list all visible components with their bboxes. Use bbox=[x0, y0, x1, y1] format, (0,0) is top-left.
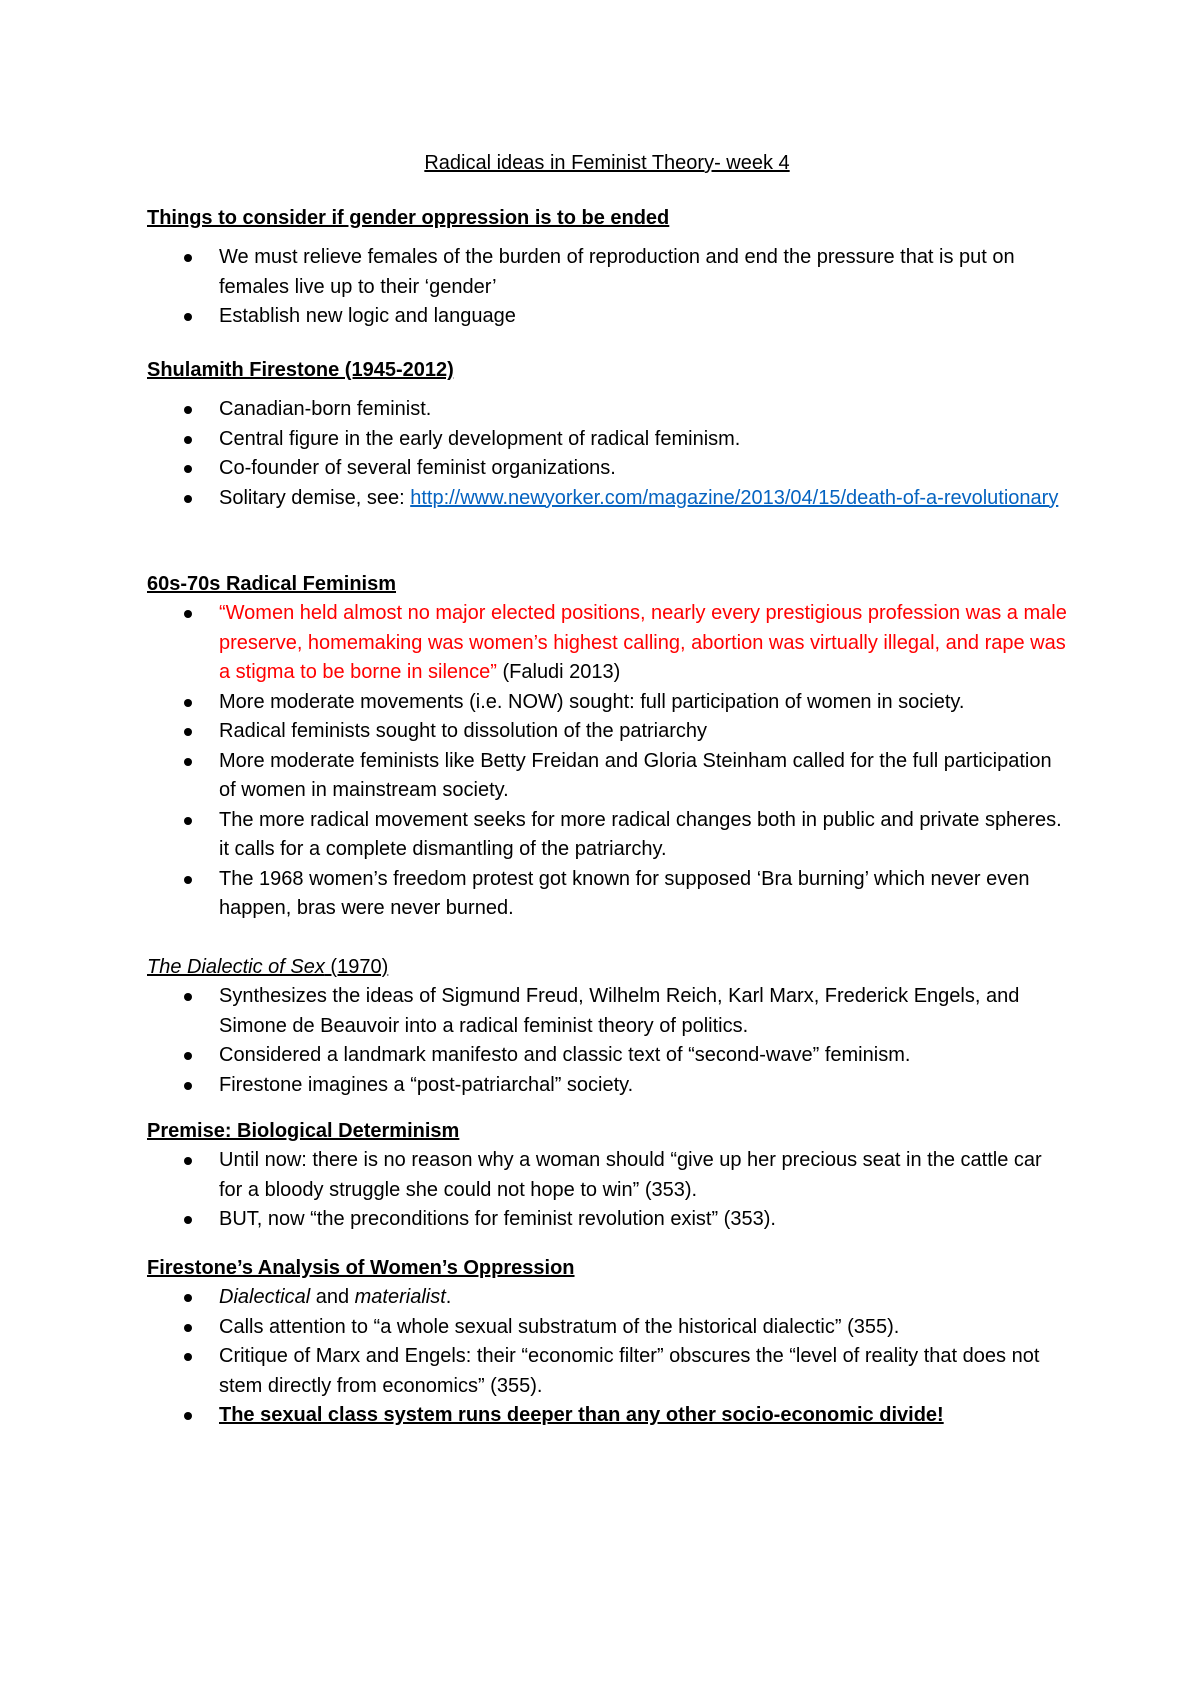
document-page bbox=[147, 0, 1067, 1698]
dialectic-list bbox=[147, 982, 1067, 1100]
list-item: Synthesizes the ideas of Sigmund Freud, Wilhelm Reich, Karl Marx, Frederick Engels, and Simone de Beauvoir into a radical feminist theory of politics. bbox=[147, 982, 1067, 1041]
list-item bbox=[147, 1401, 1067, 1431]
list-item: The 1968 women’s freedom protest got known for supposed ‘Bra burning’ which never even happen, bras were never burned. bbox=[147, 865, 1067, 924]
analysis-list bbox=[147, 1283, 1067, 1431]
bullet-icon bbox=[184, 1157, 192, 1165]
list-item: Establish new logic and language bbox=[147, 302, 1067, 332]
bullet-icon bbox=[184, 1412, 192, 1420]
document-title: Radical ideas in Feminist Theory- week 4 bbox=[424, 152, 790, 174]
bullet-icon bbox=[184, 610, 192, 618]
book-title: The Dialectic of Sex bbox=[147, 956, 325, 978]
list-item: Co-founder of several feminist organizations. bbox=[147, 454, 1067, 484]
firestone-list bbox=[147, 395, 1067, 513]
section-heading-firestone: Shulamith Firestone (1945-2012) bbox=[147, 359, 454, 381]
bullet-icon bbox=[184, 1216, 192, 1224]
bullet-icon bbox=[184, 699, 192, 707]
section-heading-analysis: Firestone’s Analysis of Women’s Oppression bbox=[147, 1257, 575, 1279]
list-item: More moderate movements (i.e. NOW) sought: full participation of women in society. bbox=[147, 688, 1067, 718]
list-item: “Women held almost no major elected positions, nearly every prestigious profession was a male preserve, homemaking was women’s highest calling, abortion was virtually illegal, and rape was a stigma to be borne in silence” (Faludi 2013) bbox=[147, 599, 1067, 688]
bullet-icon bbox=[184, 876, 192, 884]
bullet-icon bbox=[184, 406, 192, 414]
bullet-icon bbox=[184, 1353, 192, 1361]
section-heading-premise: Premise: Biological Determinism bbox=[147, 1120, 460, 1142]
bullet-icon bbox=[184, 465, 192, 473]
section-heading-sixties: 60s-70s Radical Feminism bbox=[147, 573, 397, 595]
list-item: The more radical movement seeks for more radical changes both in public and private spheres. it calls for a complete dismantling of the patriarchy. bbox=[147, 806, 1067, 865]
list-item: More moderate feminists like Betty Freidan and Gloria Steinham called for the full participation of women in mainstream society. bbox=[147, 747, 1067, 806]
list-item: Central figure in the early development of radical feminism. bbox=[147, 425, 1067, 455]
section-heading-dialectic: The Dialectic of Sex (1970) bbox=[147, 956, 389, 978]
bullet-icon bbox=[184, 313, 192, 321]
bullet-icon bbox=[184, 495, 192, 503]
premise-list bbox=[147, 1146, 1067, 1235]
bullet-icon bbox=[184, 817, 192, 825]
emphasis-statement: The sexual class system runs deeper than any other socio-economic divide! bbox=[219, 1404, 944, 1426]
list-item: Dialectical and materialist. bbox=[147, 1283, 1067, 1313]
list-item: Critique of Marx and Engels: their “economic filter” obscures the “level of reality that does not stem directly from economics” (355). bbox=[147, 1342, 1067, 1401]
section-heading-consider: Things to consider if gender oppression is to be ended bbox=[147, 207, 670, 229]
list-item: Calls attention to “a whole sexual substratum of the historical dialectic” (355). bbox=[147, 1313, 1067, 1343]
bullet-icon bbox=[184, 758, 192, 766]
bullet-icon bbox=[184, 1324, 192, 1332]
list-item: We must relieve females of the burden of reproduction and end the pressure that is put on females live up to their ‘gender’ bbox=[147, 243, 1067, 302]
list-item: Radical feminists sought to dissolution of the patriarchy bbox=[147, 717, 1067, 747]
bullet-icon bbox=[184, 1052, 192, 1060]
bullet-icon bbox=[184, 1294, 192, 1302]
bullet-icon bbox=[184, 993, 192, 1001]
list-item: BUT, now “the preconditions for feminist revolution exist” (353). bbox=[147, 1205, 1067, 1235]
bullet-icon bbox=[184, 728, 192, 736]
sixties-list bbox=[147, 599, 1067, 924]
list-item: Solitary demise, see: http://www.newyorker.com/magazine/2013/04/15/death-of-a-revolutionary bbox=[147, 484, 1067, 514]
consider-list bbox=[147, 243, 1067, 332]
list-item: Until now: there is no reason why a woman should “give up her precious seat in the cattle car for a bloody struggle she could not hope to win” (353). bbox=[147, 1146, 1067, 1205]
list-item: Firestone imagines a “post-patriarchal” society. bbox=[147, 1071, 1067, 1101]
newyorker-link[interactable]: http://www.newyorker.com/magazine/2013/04/15/death-of-a-revolutionary bbox=[410, 486, 1059, 509]
faludi-quote: “Women held almost no major elected positions, nearly every prestigious profession was a male preserve, homemaking was women’s highest calling, abortion was virtually illegal, and rape was a stigma to be borne in silence” bbox=[219, 602, 1067, 683]
list-item: Canadian-born feminist. bbox=[147, 395, 1067, 425]
bullet-icon bbox=[184, 436, 192, 444]
list-item: Considered a landmark manifesto and classic text of “second-wave” feminism. bbox=[147, 1041, 1067, 1071]
bullet-icon bbox=[184, 1082, 192, 1090]
bullet-icon bbox=[184, 254, 192, 262]
